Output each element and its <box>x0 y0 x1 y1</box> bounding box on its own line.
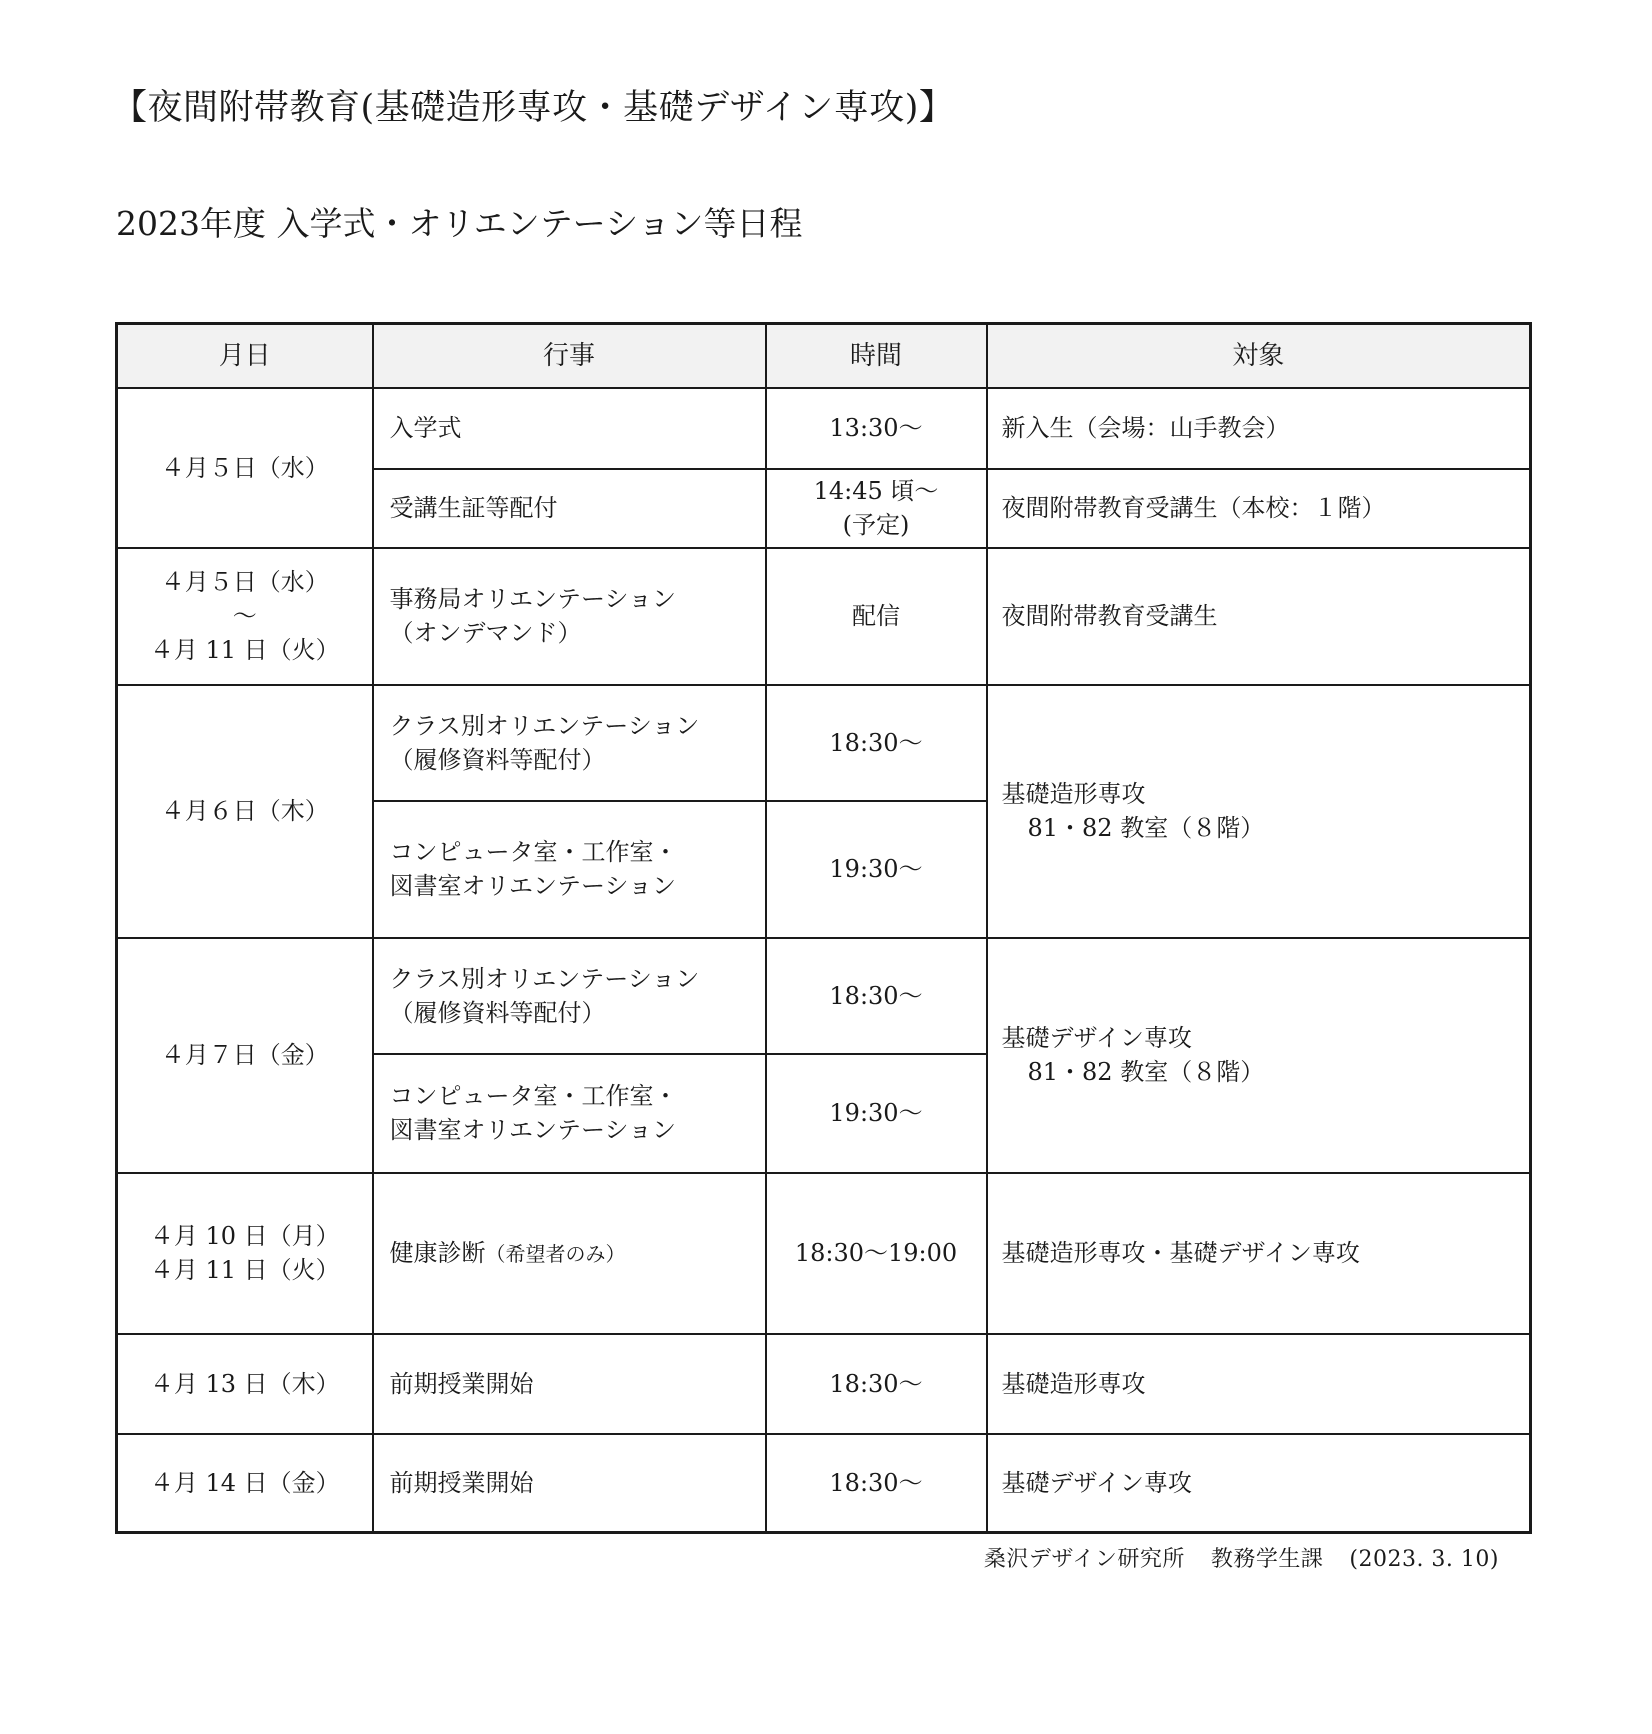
event-cell: 事務局オリエンテーション （オンデマンド） <box>373 548 766 685</box>
event-cell: 健康診断（希望者のみ） <box>373 1173 766 1334</box>
table-row <box>117 548 1531 685</box>
table-row <box>117 1173 1531 1334</box>
time-cell: 18:30～ <box>766 938 987 1054</box>
document-subtitle: 2023年度 入学式・オリエンテーション等日程 <box>116 204 803 243</box>
time-cell: 19:30～ <box>766 1054 987 1173</box>
event-note: （希望者のみ） <box>485 1241 626 1266</box>
date-cell: ４月 13 日（木） <box>117 1334 373 1434</box>
target-cell: 基礎デザイン専攻 81・82 教室（８階） <box>987 938 1531 1173</box>
time-cell: 18:30～19:00 <box>766 1173 987 1334</box>
schedule-table <box>115 322 1532 1534</box>
time-cell: 配信 <box>766 548 987 685</box>
table-header-row <box>117 324 1531 388</box>
table-row <box>117 685 1531 801</box>
table-row <box>117 1334 1531 1434</box>
header-event: 行事 <box>373 324 766 388</box>
target-cell: 夜間附帯教育受講生（本校：１階） <box>987 469 1531 548</box>
time-cell: 18:30～ <box>766 685 987 801</box>
time-cell: 18:30～ <box>766 1334 987 1434</box>
date-cell: ４月 14 日（金） <box>117 1434 373 1533</box>
time-cell: 18:30～ <box>766 1434 987 1533</box>
footer-dept: 教務学生課 <box>1210 1547 1324 1572</box>
event-cell: 受講生証等配付 <box>373 469 766 548</box>
event-cell: 前期授業開始 <box>373 1434 766 1533</box>
event-cell: クラス別オリエンテーション （履修資料等配付） <box>373 685 766 801</box>
footer-date: (2023. 3. 10) <box>1349 1547 1499 1572</box>
target-cell: 基礎デザイン専攻 <box>987 1434 1531 1533</box>
target-cell: 基礎造形専攻・基礎デザイン専攻 <box>987 1173 1531 1334</box>
document-title: 【夜間附帯教育(基礎造形専攻・基礎デザイン専攻)】 <box>112 88 955 128</box>
date-cell: ４月 10 日（月） ４月 11 日（火） <box>117 1173 373 1334</box>
table-row <box>117 1434 1531 1533</box>
time-cell: 13:30～ <box>766 388 987 469</box>
target-cell: 夜間附帯教育受講生 <box>987 548 1531 685</box>
header-time: 時間 <box>766 324 987 388</box>
target-cell: 基礎造形専攻 <box>987 1334 1531 1434</box>
target-cell: 新入生（会場：山手教会） <box>987 388 1531 469</box>
header-date: 月日 <box>117 324 373 388</box>
target-cell: 基礎造形専攻 81・82 教室（８階） <box>987 685 1531 938</box>
footer-credit <box>984 1542 1499 1573</box>
date-cell: ４月７日（金） <box>117 938 373 1173</box>
event-cell: クラス別オリエンテーション （履修資料等配付） <box>373 938 766 1054</box>
time-cell: 14:45 頃～ (予定) <box>766 469 987 548</box>
event-cell: コンピュータ室・工作室・ 図書室オリエンテーション <box>373 801 766 938</box>
date-cell: ４月５日（水） ～ ４月 11 日（火） <box>117 548 373 685</box>
event-cell: 入学式 <box>373 388 766 469</box>
date-cell: ４月５日（水） <box>117 388 373 548</box>
table-row <box>117 938 1531 1054</box>
date-cell: ４月６日（木） <box>117 685 373 938</box>
footer-org: 桑沢デザイン研究所 <box>983 1547 1185 1572</box>
header-target: 対象 <box>987 324 1531 388</box>
table-row <box>117 388 1531 469</box>
event-cell: 前期授業開始 <box>373 1334 766 1434</box>
event-cell: コンピュータ室・工作室・ 図書室オリエンテーション <box>373 1054 766 1173</box>
time-cell: 19:30～ <box>766 801 987 938</box>
